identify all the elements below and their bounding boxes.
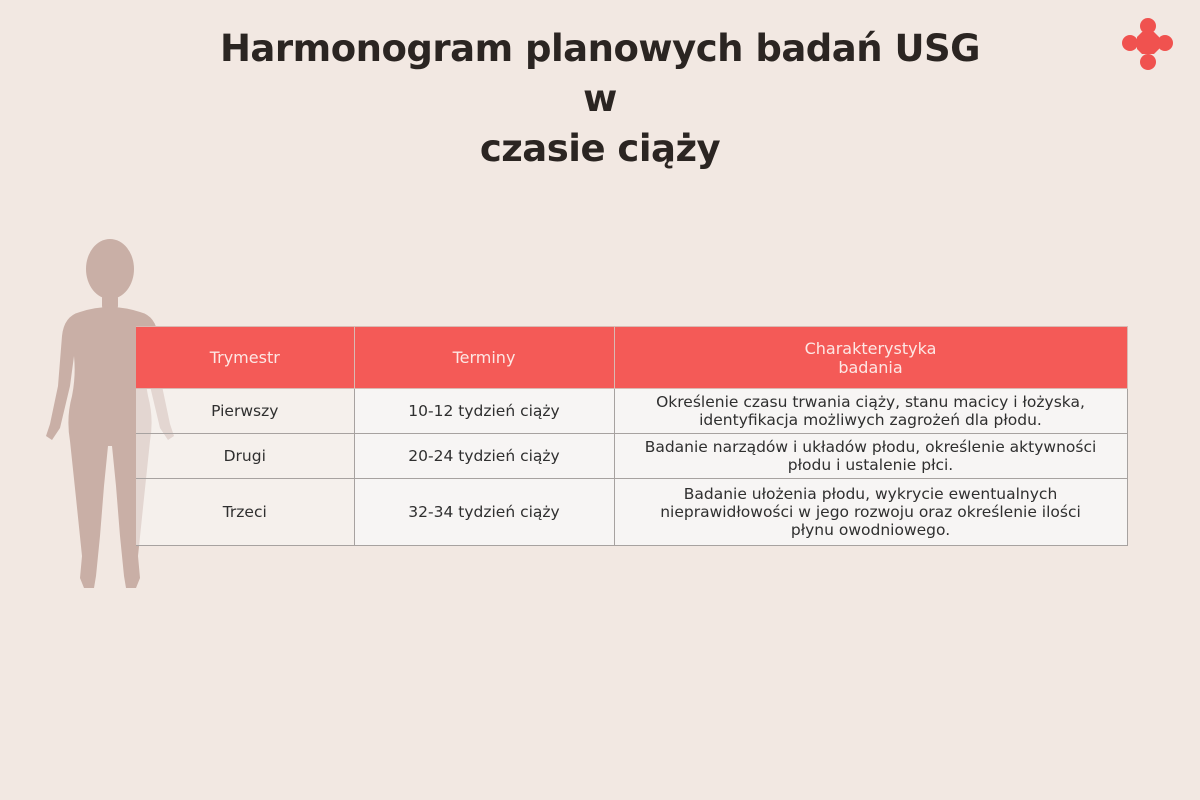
description-line: nieprawidłowości w jego rozwoju oraz określenie ilości bbox=[660, 503, 1081, 521]
term-cell: 10-12 tydzień ciąży bbox=[354, 389, 614, 434]
description-cell bbox=[614, 389, 1127, 434]
table-row bbox=[136, 389, 1127, 434]
term-cell: 20-24 tydzień ciąży bbox=[354, 434, 614, 479]
header-terms: Terminy bbox=[354, 327, 614, 389]
description-line: płodu i ustalenie płci. bbox=[787, 456, 954, 474]
term-cell: 32-34 tydzień ciąży bbox=[354, 479, 614, 546]
page-title-line-1: Harmonogram planowych badań USG w bbox=[219, 27, 981, 120]
table-row bbox=[136, 434, 1127, 479]
trimester-cell: Pierwszy bbox=[136, 389, 354, 434]
description-cell bbox=[614, 434, 1127, 479]
description-line: płynu owodniowego. bbox=[790, 521, 951, 539]
trimester-cell: Trzeci bbox=[136, 479, 354, 546]
page-title bbox=[200, 24, 1000, 174]
description-line: Badanie ułożenia płodu, wykrycie ewentualnych bbox=[683, 485, 1058, 503]
description-line: Badanie narządów i układów płodu, określenie aktywności bbox=[644, 438, 1097, 456]
description-cell bbox=[614, 479, 1127, 546]
header-characteristics bbox=[614, 327, 1127, 389]
description-line: identyfikacja możliwych zagrożeń dla płodu. bbox=[699, 411, 1042, 429]
description-line: Określenie czasu trwania ciąży, stanu macicy i łożyska, bbox=[656, 393, 1085, 411]
header-characteristics-line-2: badania bbox=[838, 357, 903, 377]
header-characteristics-line-1: Charakterystyka bbox=[804, 338, 937, 358]
usg-schedule-table bbox=[136, 326, 1128, 546]
cross-dots-logo-icon bbox=[1118, 16, 1178, 74]
trimester-cell: Drugi bbox=[136, 434, 354, 479]
header-trimester: Trymestr bbox=[136, 327, 354, 389]
table-header-row bbox=[136, 327, 1127, 389]
page-title-line-2: czasie ciąży bbox=[479, 127, 721, 170]
table-row bbox=[136, 479, 1127, 546]
